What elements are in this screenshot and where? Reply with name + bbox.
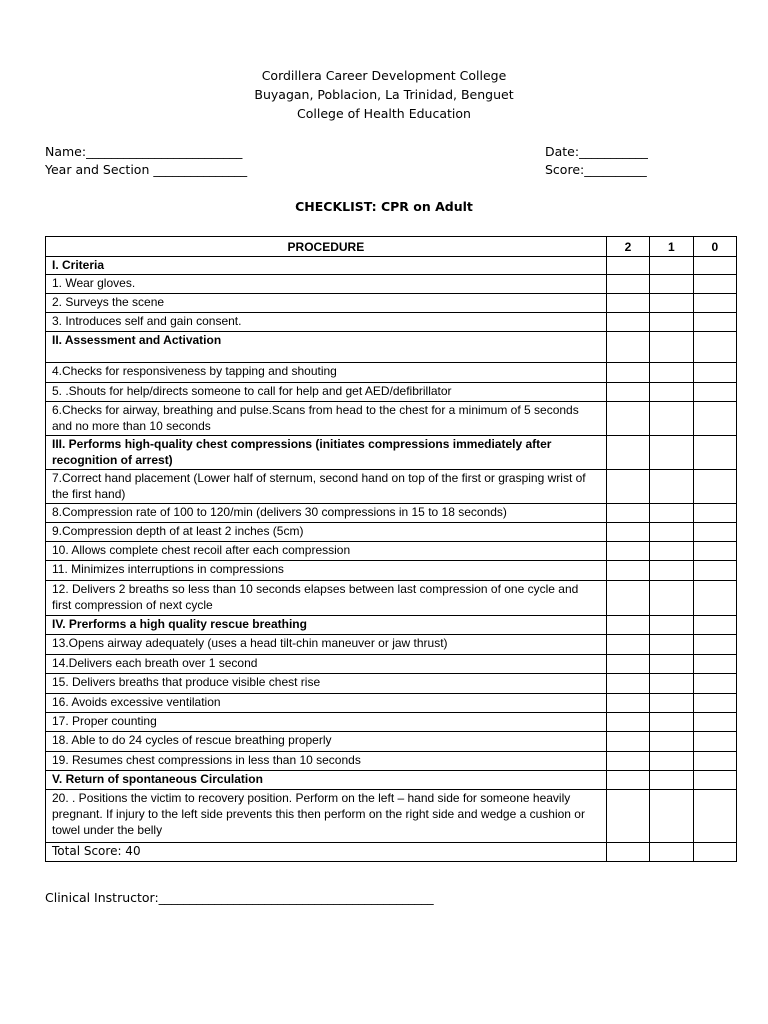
institution-address: Buyagan, Poblacion, La Trinidad, Benguet <box>254 87 514 102</box>
date-field: Date:___________ <box>545 144 648 159</box>
header-score-0: 0 <box>693 237 736 257</box>
table-row <box>46 752 737 771</box>
total-cell-1 <box>650 843 693 862</box>
table-row <box>46 713 737 732</box>
table-row <box>46 504 737 523</box>
score-cell-2[interactable] <box>606 713 649 732</box>
score-cell-2[interactable] <box>606 257 649 275</box>
score-cell-2[interactable] <box>606 363 649 383</box>
procedure-text: 7.Correct hand placement (Lower half of sternum, second hand on top of the first or grasping wrist of the first hand) <box>46 470 607 504</box>
score-cell-1[interactable] <box>650 616 693 635</box>
student-info <box>45 143 247 179</box>
header-procedure: PROCEDURE <box>46 237 607 257</box>
score-cell-0[interactable] <box>693 470 736 504</box>
procedure-text: 12. Delivers 2 breaths so less than 10 seconds elapses between last compression of one cycle and first compression of next cycle <box>46 581 607 616</box>
score-cell-0[interactable] <box>693 732 736 752</box>
table-row <box>46 275 737 294</box>
section-row <box>46 257 737 275</box>
table-row <box>46 694 737 713</box>
score-cell-0[interactable] <box>693 294 736 313</box>
score-cell-2[interactable] <box>606 635 649 655</box>
score-cell-0[interactable] <box>693 655 736 674</box>
procedure-text: 20. . Positions the victim to recovery position. Perform on the left – hand side for someone heavily pregnant. If injury to the left side prevents this then perform on the right side and wedge a cushion or towel under the belly <box>46 790 607 843</box>
clinical-instructor-field: Clinical Instructor:____________________________________________ <box>45 890 434 905</box>
score-cell-0[interactable] <box>693 275 736 294</box>
score-cell-1[interactable] <box>650 771 693 790</box>
score-cell-0[interactable] <box>693 561 736 581</box>
table-row <box>46 470 737 504</box>
score-cell-1[interactable] <box>650 257 693 275</box>
score-cell-1[interactable] <box>650 635 693 655</box>
score-cell-1[interactable] <box>650 275 693 294</box>
score-cell-1[interactable] <box>650 655 693 674</box>
score-cell-2[interactable] <box>606 752 649 771</box>
score-cell-0[interactable] <box>693 581 736 616</box>
table-row <box>46 402 737 436</box>
score-cell-2[interactable] <box>606 790 649 843</box>
section-row <box>46 771 737 790</box>
institution-name: Cordillera Career Development College <box>261 68 507 83</box>
year-section-field: Year and Section _______________ <box>45 162 248 177</box>
procedure-text: 14.Delivers each breath over 1 second <box>46 655 607 674</box>
total-row <box>46 843 737 862</box>
score-cell-0[interactable] <box>693 332 736 363</box>
table-row <box>46 581 737 616</box>
total-cell-0 <box>693 843 736 862</box>
score-cell-1[interactable] <box>650 523 693 542</box>
date-score-info <box>545 143 648 179</box>
name-field: Name:_________________________ <box>45 144 243 159</box>
table-row <box>46 294 737 313</box>
score-cell-2[interactable] <box>606 402 649 436</box>
procedure-text: 1. Wear gloves. <box>46 275 607 294</box>
score-cell-1[interactable] <box>650 504 693 523</box>
score-cell-0[interactable] <box>693 542 736 561</box>
table-row <box>46 363 737 383</box>
procedure-text: 5. .Shouts for help/directs someone to call for help and get AED/defibrillator <box>46 383 607 402</box>
score-cell-2[interactable] <box>606 436 649 470</box>
table-row <box>46 523 737 542</box>
score-cell-2[interactable] <box>606 294 649 313</box>
score-cell-0[interactable] <box>693 635 736 655</box>
procedure-text: 15. Delivers breaths that produce visible chest rise <box>46 674 607 694</box>
score-cell-1[interactable] <box>650 294 693 313</box>
score-cell-2[interactable] <box>606 313 649 332</box>
procedure-text: 2. Surveys the scene <box>46 294 607 313</box>
table-row <box>46 674 737 694</box>
score-cell-0[interactable] <box>693 504 736 523</box>
score-cell-0[interactable] <box>693 436 736 470</box>
table-row <box>46 561 737 581</box>
score-cell-2[interactable] <box>606 275 649 294</box>
score-cell-2[interactable] <box>606 542 649 561</box>
procedure-text: 4.Checks for responsiveness by tapping and shouting <box>46 363 607 383</box>
section-row <box>46 616 737 635</box>
table-row <box>46 635 737 655</box>
procedure-text: 10. Allows complete chest recoil after each compression <box>46 542 607 561</box>
score-cell-0[interactable] <box>693 523 736 542</box>
score-cell-1[interactable] <box>650 752 693 771</box>
score-cell-0[interactable] <box>693 383 736 402</box>
score-cell-1[interactable] <box>650 790 693 843</box>
score-cell-1[interactable] <box>650 732 693 752</box>
table-header-row <box>46 237 737 257</box>
section-title: II. Assessment and Activation <box>46 332 607 363</box>
table-row <box>46 655 737 674</box>
checklist-table <box>45 236 737 862</box>
score-cell-1[interactable] <box>650 694 693 713</box>
score-cell-1[interactable] <box>650 402 693 436</box>
procedure-text: 9.Compression depth of at least 2 inches (5cm) <box>46 523 607 542</box>
score-cell-2[interactable] <box>606 470 649 504</box>
score-cell-0[interactable] <box>693 790 736 843</box>
score-cell-0[interactable] <box>693 713 736 732</box>
score-cell-1[interactable] <box>650 542 693 561</box>
score-cell-1[interactable] <box>650 332 693 363</box>
total-score-label: Total Score: 40 <box>46 843 607 862</box>
procedure-text: 11. Minimizes interruptions in compressions <box>46 561 607 581</box>
total-cell-2 <box>606 843 649 862</box>
header-score-1: 1 <box>650 237 693 257</box>
score-cell-0[interactable] <box>693 771 736 790</box>
score-cell-2[interactable] <box>606 332 649 363</box>
table-row <box>46 383 737 402</box>
score-cell-2[interactable] <box>606 383 649 402</box>
procedure-text: 6.Checks for airway, breathing and pulse.Scans from head to the chest for a minimum of 5 seconds and no more than 10 seconds <box>46 402 607 436</box>
score-cell-2[interactable] <box>606 581 649 616</box>
score-cell-0[interactable] <box>693 363 736 383</box>
score-cell-0[interactable] <box>693 752 736 771</box>
section-row <box>46 436 737 470</box>
header-score-2: 2 <box>606 237 649 257</box>
section-row <box>46 332 737 363</box>
score-cell-1[interactable] <box>650 470 693 504</box>
procedure-text: 18. Able to do 24 cycles of rescue breathing properly <box>46 732 607 752</box>
procedure-text: 13.Opens airway adequately (uses a head tilt-chin maneuver or jaw thrust) <box>46 635 607 655</box>
score-cell-0[interactable] <box>693 694 736 713</box>
score-cell-2[interactable] <box>606 523 649 542</box>
score-cell-1[interactable] <box>650 436 693 470</box>
document-header <box>0 66 768 123</box>
section-title: III. Performs high-quality chest compressions (initiates compressions immediately after recognition of arrest) <box>46 436 607 470</box>
table-row <box>46 790 737 843</box>
section-title: I. Criteria <box>46 257 607 275</box>
table-row <box>46 542 737 561</box>
score-cell-0[interactable] <box>693 313 736 332</box>
score-cell-2[interactable] <box>606 674 649 694</box>
score-cell-2[interactable] <box>606 694 649 713</box>
score-cell-0[interactable] <box>693 257 736 275</box>
checklist-body <box>46 257 737 862</box>
score-cell-2[interactable] <box>606 771 649 790</box>
score-cell-1[interactable] <box>650 581 693 616</box>
score-cell-0[interactable] <box>693 616 736 635</box>
score-cell-2[interactable] <box>606 616 649 635</box>
checklist-title: CHECKLIST: CPR on Adult <box>295 199 473 214</box>
score-cell-0[interactable] <box>693 674 736 694</box>
score-cell-0[interactable] <box>693 402 736 436</box>
score-cell-1[interactable] <box>650 363 693 383</box>
procedure-text: 19. Resumes chest compressions in less than 10 seconds <box>46 752 607 771</box>
score-field: Score:__________ <box>545 162 647 177</box>
section-title: V. Return of spontaneous Circulation <box>46 771 607 790</box>
score-cell-2[interactable] <box>606 732 649 752</box>
procedure-text: 17. Proper counting <box>46 713 607 732</box>
section-title: IV. Prerforms a high quality rescue breathing <box>46 616 607 635</box>
table-row <box>46 313 737 332</box>
score-cell-2[interactable] <box>606 504 649 523</box>
table-row <box>46 732 737 752</box>
score-cell-1[interactable] <box>650 561 693 581</box>
procedure-text: 3. Introduces self and gain consent. <box>46 313 607 332</box>
procedure-text: 8.Compression rate of 100 to 120/min (delivers 30 compressions in 15 to 18 seconds) <box>46 504 607 523</box>
score-cell-2[interactable] <box>606 561 649 581</box>
score-cell-1[interactable] <box>650 313 693 332</box>
college-name: College of Health Education <box>297 106 471 121</box>
procedure-text: 16. Avoids excessive ventilation <box>46 694 607 713</box>
score-cell-2[interactable] <box>606 655 649 674</box>
score-cell-1[interactable] <box>650 383 693 402</box>
score-cell-1[interactable] <box>650 674 693 694</box>
score-cell-1[interactable] <box>650 713 693 732</box>
